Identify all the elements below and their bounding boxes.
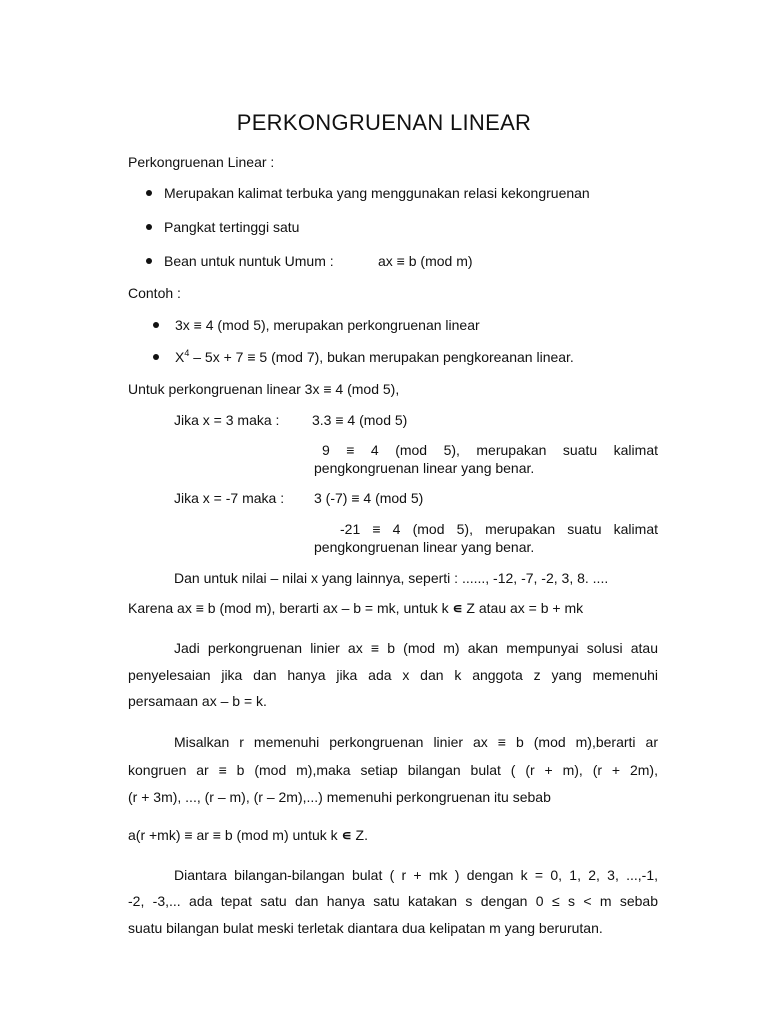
case-calc: 3 (-7) ≡ 4 (mod 5) — [314, 490, 424, 506]
because-text: Z atau ax = b + mk — [462, 600, 584, 616]
example-label: Contoh : — [128, 285, 181, 301]
paragraph-line: -2, -3,... ada tepat satu dan hanya satu katakan s dengan 0 ≤ s < m sebab — [128, 893, 658, 909]
paragraph-line: (r + 3m), ..., (r – m), (r – 2m),...) memenuhi perkongruenan itu sebab — [128, 789, 551, 805]
case-result-line: 9 ≡ 4 (mod 5), merupakan suatu kalimat — [322, 442, 658, 458]
case-result-line: pengkongruenan linear yang benar. — [314, 460, 535, 476]
paragraph-line: kongruen ar ≡ b (mod m),maka setiap bilangan bulat ( (r + m), (r + 2m), — [128, 762, 658, 778]
case-result-line: -21 ≡ 4 (mod 5), merupakan suatu kalimat — [340, 521, 658, 537]
bullet-icon — [153, 354, 159, 360]
case-intro: Untuk perkongruenan linear 3x ≡ 4 (mod 5), — [128, 381, 400, 397]
example-base: X — [175, 349, 185, 365]
paragraph-line: Diantara bilangan-bilangan bulat ( r + mk ) dengan k = 0, 1, 2, 3, ...,-1, — [174, 867, 658, 883]
statement — [128, 827, 368, 844]
paragraph-line: Jadi perkongruenan linier ax ≡ b (mod m) akan mempunyai solusi atau — [174, 640, 658, 656]
bullet-icon — [146, 258, 152, 264]
bullet-icon — [146, 190, 152, 196]
page-title: PERKONGRUENAN LINEAR — [236, 110, 532, 135]
paragraph-line: penyelesaian jika dan hanya jika ada x dan k anggota z yang memenuhi — [128, 667, 658, 683]
example-item — [175, 349, 574, 366]
paragraph-line: Misalkan r memenuhi perkongruenan linier ax ≡ b (mod m),berarti ar — [174, 734, 658, 750]
definition-item: Pangkat tertinggi satu — [164, 219, 300, 235]
because-statement — [128, 600, 583, 617]
case-condition: Jika x = 3 maka : — [174, 412, 280, 428]
example-item: 3x ≡ 4 (mod 5), merupakan perkongruenan linear — [175, 317, 480, 333]
because-text: Karena ax ≡ b (mod m), berarti ax – b = mk, untuk k — [128, 600, 453, 616]
paragraph-line: suatu bilangan bulat meski terletak diantara dua kelipatan m yang berurutan. — [128, 920, 603, 936]
case-condition: Jika x = -7 maka : — [174, 490, 285, 506]
example-rest: – 5x + 7 ≡ 5 (mod 7), bukan merupakan pengkoreanan linear. — [189, 349, 574, 365]
other-values: Dan untuk nilai – nilai x yang lainnya, seperti : ......, -12, -7, -2, 3, 8. .... — [174, 570, 609, 586]
bullet-icon — [153, 322, 159, 328]
example-exponent: 4 — [184, 348, 190, 358]
element-of-symbol: ∊ — [341, 827, 352, 843]
general-form-label: Bean untuk nuntuk Umum : — [164, 253, 334, 269]
case-result-line: pengkongruenan linear yang benar. — [314, 539, 535, 555]
definition-item: Merupakan kalimat terbuka yang menggunakan relasi kekongruenan — [164, 185, 590, 201]
bullet-icon — [146, 224, 152, 230]
element-of-symbol: ∊ — [452, 600, 463, 616]
general-form-formula: ax ≡ b (mod m) — [378, 253, 473, 269]
statement-text: Z. — [351, 827, 368, 843]
intro-label: Perkongruenan Linear : — [128, 154, 275, 170]
paragraph-line: persamaan ax – b = k. — [128, 693, 267, 709]
case-calc: 3.3 ≡ 4 (mod 5) — [312, 412, 408, 428]
statement-text: a(r +mk) ≡ ar ≡ b (mod m) untuk k — [128, 827, 342, 843]
